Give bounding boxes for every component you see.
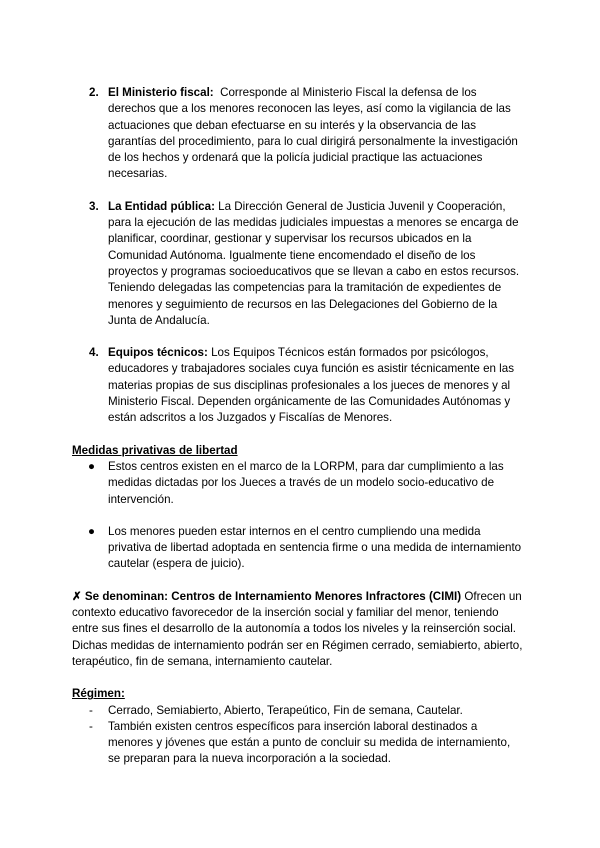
item-title: El Ministerio fiscal: — [108, 86, 214, 99]
item-title: La Entidad pública: — [108, 199, 215, 213]
dash-marker: - — [89, 703, 93, 717]
denominan-paragraph — [72, 589, 524, 670]
dash-text: También existen centros específicos para inserción laboral destinados a menores y jóvenes que están a punto de concluir su medida de internamiento, se preparan para la nueva incorporación a la sociedad. — [108, 719, 511, 766]
list-item-equipos-tecnicos — [72, 345, 524, 426]
dash-item — [72, 703, 524, 719]
section-heading-regimen: Régimen: — [72, 687, 125, 701]
bullet-list-medidas — [72, 459, 524, 573]
dash-list-regimen — [72, 703, 524, 768]
item-number: 2. — [89, 86, 99, 99]
bullet-dot-icon: ● — [88, 459, 96, 473]
denominan-text: Ofrecen un contexto educativo favorecedor de la inserción social y familiar del menor, teniendo entre sus fines el desarrollo de la autonomía a todos los niveles y la reinserción social. Dichas medidas de internamiento podrán ser en Régimen cerrado, semiabierto, abierto, terapéutico, fin de semana, internamiento cautelar. — [72, 589, 523, 668]
denominan-lead: ✗ Se denominan: Centros de Internamiento Menores Infractores (CIMI) — [72, 589, 462, 603]
bullet-dot-icon: ● — [88, 524, 96, 538]
item-text: Los Equipos Técnicos están formados por psicólogos, educadores y trabajadores sociales cuya función es asistir técnicamente en las materias propias de sus disciplinas profesionales a los jueces de menores y al Ministerio Fiscal. Dependen orgánicamente de las Comunidades Autónomas y están adscritos a los Juzgados y Fiscalías de Menores. — [108, 346, 515, 425]
bullet-item — [72, 524, 524, 573]
item-title: Equipos técnicos: — [108, 346, 208, 360]
list-item-ministerio-fiscal — [72, 85, 524, 183]
numbered-list — [72, 85, 524, 427]
bullet-text: Los menores pueden estar internos en el centro cumpliendo una medida privativa de libertad adoptada en sentencia firme o una medida de internamiento cautelar (espera de juicio). — [108, 524, 522, 571]
item-text: La Dirección General de Justicia Juvenil y Cooperación, para la ejecución de las medidas judiciales impuestas a menores se encarga de planificar, coordinar, gestionar y supervisar los recursos ubicados en la Comunidad Autónoma. Igualmente tiene encomendado el diseño de los proyectos y programas socioeducativos que se llevan a cabo en estos recursos. Teniendo delegadas las competencias para la tramitación de expedientes de menores y seguimiento de recursos en las Delegaciones del Gobierno de la Junta de Andalucía. — [108, 199, 520, 327]
dash-text: Cerrado, Semiabierto, Abierto, Terapeútico, Fin de semana, Cautelar. — [108, 703, 463, 717]
item-number: 4. — [89, 346, 99, 360]
section-heading-medidas: Medidas privativas de libertad — [72, 443, 238, 457]
bullet-item — [72, 459, 524, 508]
list-item-entidad-publica — [72, 199, 524, 329]
bullet-text: Estos centros existen en el marco de la LORPM, para dar cumplimiento a las medidas dictadas por los Jueces a través de un modelo socio-educativo de intervención. — [108, 459, 504, 506]
item-number: 3. — [89, 199, 99, 213]
item-text: Corresponde al Ministerio Fiscal la defensa de los derechos que a los menores reconocen las leyes, así como la vigilancia de las actuaciones que deban efectuarse en su interés y la observancia de las garantías del procedimiento, para lo cual dirigirá personalmente la investigación de los hechos y ordenará que la policía judicial practique las actuaciones necesarias. — [108, 86, 522, 181]
dash-marker: - — [89, 719, 93, 733]
dash-item — [72, 719, 524, 768]
document-body — [72, 85, 524, 768]
